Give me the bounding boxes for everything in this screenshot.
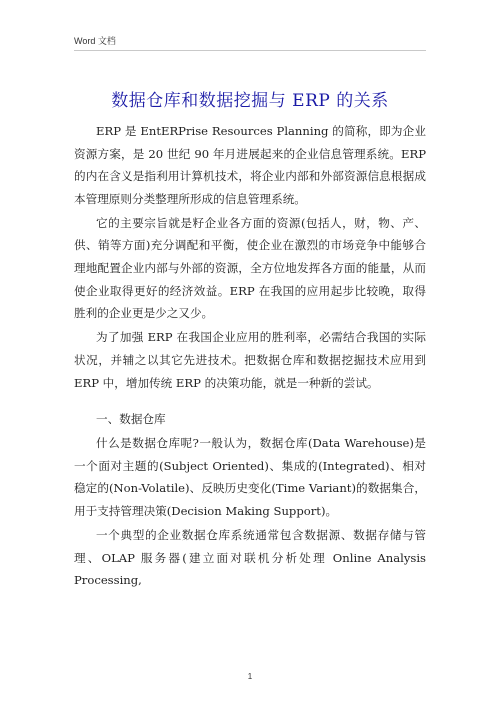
paragraph-erp-definition: ERP 是 EntERPrise Resources Planning 的简称，即为企业资源方案，是 20 世纪 90 年月进展起来的企业信息管理系统。ERP 的内在含义是指利用计算机技术，将企业内部和外部资源信息根据成本管理原则分类整理所形成的信息管理系统。: [74, 124, 426, 206]
paragraph-erp-enhancement: 为了加强 ERP 在我国企业应用的胜利率，必需结合我国的实际状况，并辅之以其它先进技术。把数据仓库和数据挖掘技术应用到 ERP 中，增加传统 ERP 的决策功能，就是一种新的尝试。: [74, 330, 426, 390]
paragraph-data-warehouse-definition: 什么是数据仓库呢?一般认为，数据仓库(Data Warehouse)是一个面对主题的(Subject Oriented)、集成的(Integrated)、相对稳定的(Non-Volatile)、反映历史变化(Time Variant)的数据集合，用于支持管理决策(Decision Making Support)。: [74, 436, 426, 518]
paragraph-data-warehouse-components: 一个典型的企业数据仓库系统通常包含数据源、数据存储与管理、OLAP 服务器(建立面对联机分析处理 Online Analysis Processing,: [74, 528, 426, 588]
page-number: 1: [247, 672, 253, 681]
header-divider: [74, 50, 426, 51]
document-body: [74, 120, 426, 593]
header-label: Word 文档: [74, 36, 116, 46]
document-title: 数据仓库和数据挖掘与 ERP 的关系: [111, 91, 389, 112]
section-heading-data-warehouse: 一、数据仓库: [96, 412, 166, 427]
paragraph-erp-purpose: 它的主要宗旨就是籽企业各方面的资源(包括人，财，物、产、供、销等方面)充分调配和平衡，使企业在激烈的市场竞争中能够合理地配置企业内部与外部的资源，全方位地发挥各方面的能量，从而使企业取得更好的经济效益。ERP 在我国的应用起步比较晚，取得胜利的企业更是少之又少。: [74, 215, 426, 321]
